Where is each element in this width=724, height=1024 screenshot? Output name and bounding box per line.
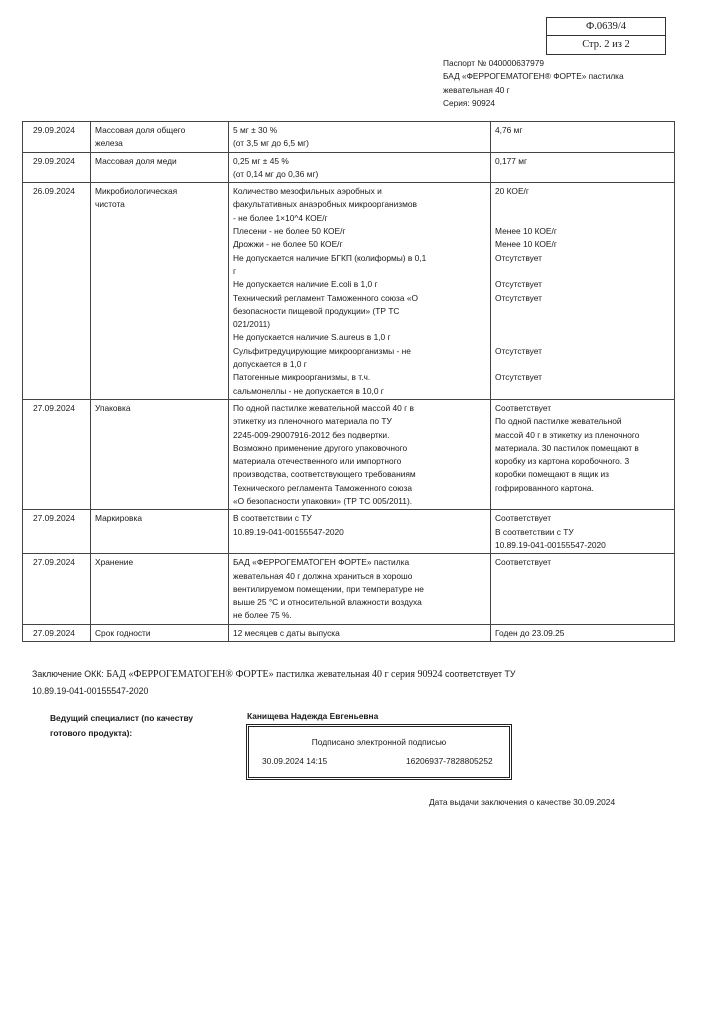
result-cell-line: 10.89.19-041-00155547-2020 — [495, 539, 606, 550]
passport-line: Серия: 90924 — [443, 97, 496, 108]
norm-cell-line: выше 25 °С и относительной влажности воздуха — [233, 597, 422, 608]
norm-cell — [229, 122, 491, 153]
norm-cell-line: сальмонеллы - не допускается в 10,0 г — [233, 385, 384, 396]
norm-cell-line: Количество мезофильных аэробных и — [233, 186, 382, 197]
table-row — [23, 554, 675, 624]
norm-cell-line: допускается в 1,0 г — [233, 359, 307, 370]
result-cell-line — [495, 385, 670, 398]
result-cell — [491, 624, 675, 641]
result-cell-line — [495, 305, 670, 318]
table-row — [23, 399, 675, 509]
norm-cell-line: г — [233, 265, 237, 276]
norm-cell — [229, 152, 491, 183]
norm-cell-line: факультативных анаэробных микроорганизмов — [233, 199, 417, 210]
indicator-cell — [91, 624, 229, 641]
form-number-box — [546, 17, 666, 55]
norm-cell — [229, 399, 491, 509]
result-cell — [491, 399, 675, 509]
norm-cell-line: БАД «ФЕРРОГЕМАТОГЕН ФОРТЕ» пастилка — [233, 557, 410, 568]
result-cell — [491, 510, 675, 554]
table-row — [23, 510, 675, 554]
signature-datetime: 30.09.2024 14:15 — [262, 756, 328, 766]
result-cell-line: Отсутствует — [495, 372, 542, 383]
passport-header — [443, 57, 624, 110]
table-row — [23, 624, 675, 641]
indicator-cell — [91, 399, 229, 509]
result-cell-line: Соответствует — [495, 557, 552, 568]
result-cell-line: Менее 10 КОЕ/г — [495, 226, 557, 237]
norm-cell-line: Технического регламента Таможенного союза — [233, 482, 413, 493]
norm-cell — [229, 554, 491, 624]
indicator-cell-line: Упаковка — [95, 402, 131, 413]
result-cell-line: массой 40 г в этикетку из пленочного — [495, 429, 640, 440]
result-cell-line: коробки помещают в ящик из — [495, 469, 610, 480]
norm-cell-line: Технический регламент Таможенного союза «О — [233, 292, 419, 303]
indicator-cell-line: Хранение — [95, 557, 134, 568]
norm-cell-line: 0,25 мг ± 45 % — [233, 155, 289, 166]
page-number: Стр. 2 из 2 — [582, 39, 630, 50]
result-cell-line: Отсутствует — [495, 252, 542, 263]
passport-line: БАД «ФЕРРОГЕМАТОГЕН® ФОРТЕ» пастилка — [443, 71, 624, 82]
result-cell-line — [495, 265, 670, 278]
norm-cell-line: безопасности пищевой продукции» (ТР ТС — [233, 305, 400, 316]
norm-cell-line: 021/2011) — [233, 319, 271, 330]
specialist-name: Канищева Надежда Евгеньевна — [247, 711, 379, 721]
indicator-cell-line: железа — [95, 138, 123, 149]
test-date: 29.09.2024 — [23, 152, 91, 183]
table-row — [23, 152, 675, 183]
norm-cell-line: производства, соответствующего требованиям — [233, 469, 416, 480]
result-cell — [491, 183, 675, 400]
result-cell-line: Соответствует — [495, 513, 552, 524]
indicator-cell — [91, 152, 229, 183]
result-cell-line: 20 КОЕ/г — [495, 186, 529, 197]
passport-line: жевательная 40 г — [443, 84, 510, 95]
form-code: Ф.0639/4 — [547, 18, 665, 36]
electronic-signature-stamp — [246, 724, 512, 780]
norm-cell-line: жевательная 40 г должна храниться в хорошо — [233, 570, 413, 581]
norm-cell-line: вентилируемом помещении, при температуре не — [233, 583, 424, 594]
result-cell-line: В соответствии с ТУ — [495, 526, 574, 537]
indicator-cell — [91, 510, 229, 554]
norm-cell-line: Патогенные микроорганизмы, в т.ч. — [233, 372, 371, 383]
result-cell-line — [495, 358, 670, 371]
norm-cell-line: материала отечественного или импортного — [233, 456, 402, 467]
signature-number: 16206937-7828805252 — [406, 756, 493, 766]
result-cell — [491, 554, 675, 624]
conclusion-spec: 10.89.19-041-00155547-2020 — [32, 686, 149, 696]
norm-cell-line: этикетку из пленочного материала по ТУ — [233, 416, 392, 427]
test-date: 27.09.2024 — [23, 399, 91, 509]
norm-cell-line: Не допускается наличие БГКП (колиформы) в 0,1 — [233, 252, 427, 263]
indicator-cell-line: Массовая доля общего — [95, 125, 186, 135]
result-cell-line — [495, 198, 670, 211]
norm-cell-line: Сульфитредуцирующие микроорганизмы - не — [233, 345, 411, 356]
norm-cell-line: Дрожжи - не более 50 КОЕ/г — [233, 239, 343, 250]
result-cell-line: 4,76 мг — [495, 125, 523, 135]
norm-cell-line: Возможно применение другого упаковочного — [233, 442, 408, 453]
norm-cell — [229, 510, 491, 554]
issue-date: Дата выдачи заключения о качестве 30.09.2024 — [429, 797, 616, 807]
table-row — [23, 122, 675, 153]
test-date: 27.09.2024 — [23, 554, 91, 624]
signature-title: Подписано электронной подписью — [311, 737, 447, 747]
norm-cell-line: (от 0,14 мг до 0,36 мг) — [233, 168, 319, 179]
test-date: 27.09.2024 — [23, 624, 91, 641]
specialist-label-line: Ведущий специалист (по качеству — [50, 713, 194, 723]
indicator-cell — [91, 122, 229, 153]
norm-cell — [229, 624, 491, 641]
result-cell — [491, 152, 675, 183]
norm-cell-line: - не более 1×10^4 КОЕ/г — [233, 212, 328, 223]
result-cell-line — [495, 212, 670, 225]
indicator-cell-line: Массовая доля меди — [95, 155, 177, 166]
result-cell-line: Годен до 23.09.25 — [495, 627, 565, 638]
indicator-cell — [91, 554, 229, 624]
norm-cell-line: Не допускается наличие S.aureus в 1,0 г — [233, 332, 391, 343]
result-cell-line: коробку из картона коробочного. 3 — [495, 456, 630, 467]
norm-cell-line: В соответствии с ТУ — [233, 513, 312, 524]
result-cell-line — [495, 318, 670, 331]
test-date: 27.09.2024 — [23, 510, 91, 554]
test-date: 26.09.2024 — [23, 183, 91, 400]
result-cell-line — [495, 495, 670, 508]
specialist-label-line: готового продукта): — [50, 728, 133, 738]
norm-cell-line: 10.89.19-041-00155547-2020 — [233, 526, 344, 537]
result-cell-line: Отсутствует — [495, 345, 542, 356]
test-results-table — [22, 121, 675, 642]
indicator-cell-line: Маркировка — [95, 513, 142, 524]
indicator-cell-line: Срок годности — [95, 627, 151, 638]
norm-cell-line: Плесени - не более 50 КОЕ/г — [233, 226, 346, 237]
result-cell-line: гофрированного картона. — [495, 482, 594, 493]
norm-cell-line: не более 75 %. — [233, 610, 292, 621]
norm-cell-line: 2245-009-29007916-2012 без подвертки. — [233, 429, 390, 440]
norm-cell-line: По одной пастилке жевательной массой 40 г в — [233, 402, 414, 413]
result-cell-line: Отсутствует — [495, 279, 542, 290]
conclusion-suffix: соответствует ТУ — [445, 669, 516, 679]
result-cell — [491, 122, 675, 153]
conclusion — [32, 666, 592, 700]
norm-cell — [229, 183, 491, 400]
norm-cell-line: Не допускается наличие E.coli в 1,0 г — [233, 279, 378, 290]
indicator-cell-line: Микробиологическая — [95, 186, 178, 197]
conclusion-text: БАД «ФЕРРОГЕМАТОГЕН® ФОРТЕ» пастилка жевательная 40 г серия 90924 — [103, 669, 445, 680]
passport-line: Паспорт № 040000637979 — [443, 58, 544, 68]
result-cell-line: Соответствует — [495, 402, 552, 413]
result-cell-line: материала. 30 пастилок помещают в — [495, 442, 639, 453]
specialist-label — [50, 711, 193, 741]
indicator-cell — [91, 183, 229, 400]
norm-cell-line: 12 месяцев с даты выпуска — [233, 627, 340, 638]
norm-cell-line: 5 мг ± 30 % — [233, 125, 278, 135]
norm-cell-line: (от 3,5 мг до 6,5 мг) — [233, 138, 309, 149]
test-date: 29.09.2024 — [23, 122, 91, 153]
result-cell-line: 0,177 мг — [495, 155, 528, 166]
indicator-cell-line: чистота — [95, 199, 125, 210]
result-cell-line: Отсутствует — [495, 292, 542, 303]
table-row — [23, 183, 675, 400]
conclusion-prefix: Заключение ОКК: — [32, 669, 104, 679]
result-cell-line: Менее 10 КОЕ/г — [495, 239, 557, 250]
result-cell-line: По одной пастилке жевательной — [495, 416, 622, 427]
result-cell-line — [495, 331, 670, 344]
norm-cell-line: «О безопасности упаковки» (ТР ТС 005/2011). — [233, 496, 413, 507]
